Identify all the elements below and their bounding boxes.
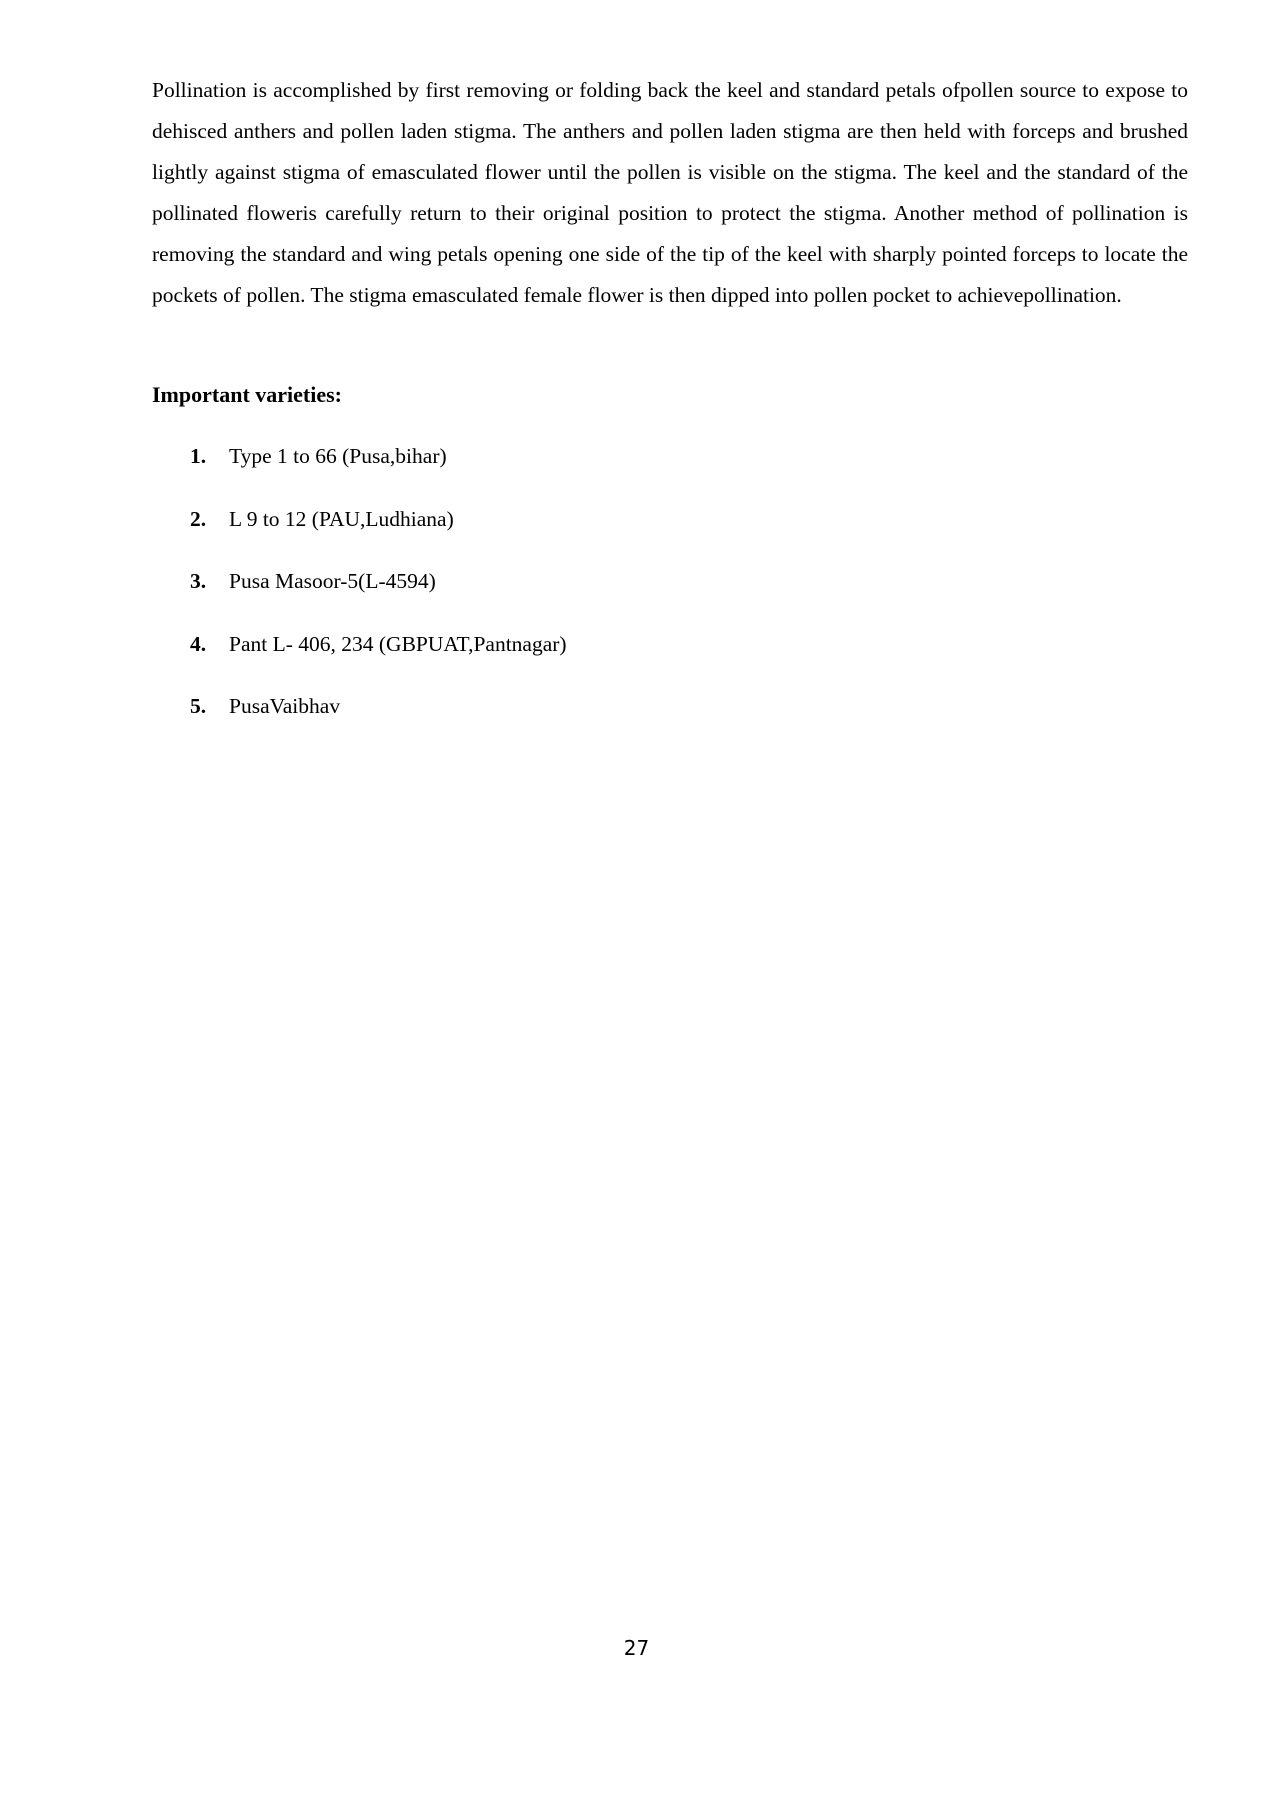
list-item-text: Pusa Masoor-5(L-4594) bbox=[229, 569, 436, 593]
list-item bbox=[190, 440, 567, 503]
list-item bbox=[190, 628, 567, 691]
list-item-number: 4. bbox=[190, 631, 207, 656]
list-item-text: Pant L- 406, 234 (GBPUAT,Pantnagar) bbox=[229, 631, 567, 656]
list-item-number: 3. bbox=[190, 569, 207, 593]
list-item-number: 2. bbox=[190, 506, 207, 531]
list-item bbox=[190, 565, 567, 628]
list-item-number: 1. bbox=[190, 444, 207, 468]
list-item bbox=[190, 503, 567, 566]
list-item-text: PusaVaibhav bbox=[229, 694, 341, 718]
list-item-text: L 9 to 12 (PAU,Ludhiana) bbox=[229, 506, 454, 531]
pollination-paragraph: Pollination is accomplished by first removing or folding back the keel and standard petals ofpollen source to expose to dehisced anthers and pollen laden stigma. The anthers and pollen laden stigma are then held with forceps and brushed lightly against stigma of emasculated flower until the pollen is visible on the stigma. The keel and the standard of the pollinated floweris carefully return to their original position to protect the stigma. Another method of pollination is removing the standard and wing petals opening one side of the tip of the keel with sharply pointed forceps to locate the pockets of pollen. The stigma emasculated female flower is then dipped into pollen pocket to achievepollination. bbox=[152, 78, 1188, 307]
section-heading: Important varieties: bbox=[152, 382, 343, 407]
list-item-number: 5. bbox=[190, 694, 207, 718]
page-number: 27 bbox=[623, 1636, 650, 1660]
varieties-list bbox=[190, 440, 567, 753]
list-item-text: Type 1 to 66 (Pusa,bihar) bbox=[229, 444, 447, 468]
list-item bbox=[190, 690, 567, 753]
